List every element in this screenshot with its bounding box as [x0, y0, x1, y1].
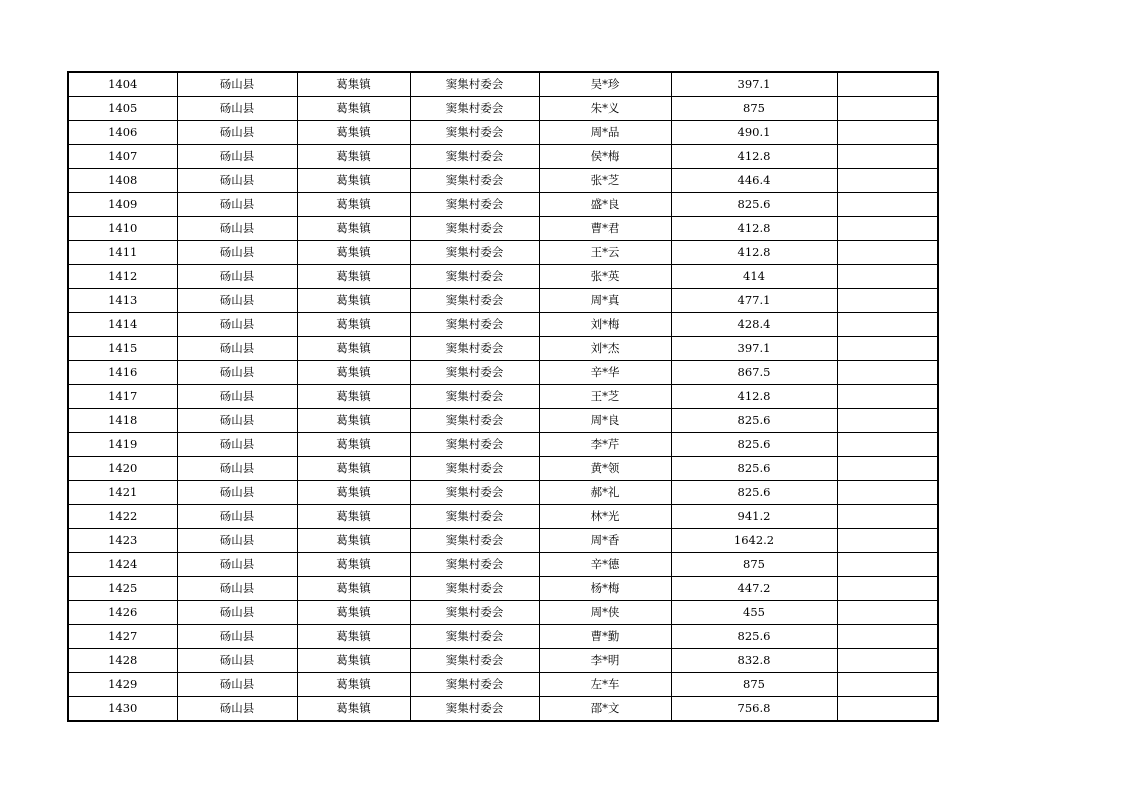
cell-town: 葛集镇 [297, 72, 410, 97]
cell-amount: 414 [671, 265, 837, 289]
cell-remark [837, 337, 938, 361]
cell-town: 葛集镇 [297, 121, 410, 145]
cell-amount: 428.4 [671, 313, 837, 337]
cell-town: 葛集镇 [297, 505, 410, 529]
cell-amount: 825.6 [671, 457, 837, 481]
cell-county: 砀山县 [177, 553, 297, 577]
cell-remark [837, 457, 938, 481]
cell-remark [837, 481, 938, 505]
cell-person-name: 朱*义 [539, 97, 671, 121]
cell-town: 葛集镇 [297, 169, 410, 193]
cell-remark [837, 601, 938, 625]
cell-remark [837, 505, 938, 529]
cell-amount: 446.4 [671, 169, 837, 193]
cell-amount: 412.8 [671, 217, 837, 241]
cell-row-number: 1418 [68, 409, 177, 433]
cell-village-committee: 窦集村委会 [410, 505, 539, 529]
table-row [68, 673, 938, 697]
cell-town: 葛集镇 [297, 577, 410, 601]
cell-amount: 875 [671, 97, 837, 121]
cell-amount: 397.1 [671, 337, 837, 361]
cell-county: 砀山县 [177, 673, 297, 697]
cell-person-name: 吴*珍 [539, 72, 671, 97]
cell-town: 葛集镇 [297, 673, 410, 697]
cell-person-name: 侯*梅 [539, 145, 671, 169]
cell-county: 砀山县 [177, 481, 297, 505]
cell-row-number: 1420 [68, 457, 177, 481]
cell-county: 砀山县 [177, 313, 297, 337]
cell-person-name: 刘*杰 [539, 337, 671, 361]
cell-county: 砀山县 [177, 697, 297, 722]
cell-remark [837, 241, 938, 265]
cell-remark [837, 193, 938, 217]
cell-town: 葛集镇 [297, 145, 410, 169]
cell-town: 葛集镇 [297, 193, 410, 217]
cell-town: 葛集镇 [297, 289, 410, 313]
cell-remark [837, 385, 938, 409]
cell-row-number: 1421 [68, 481, 177, 505]
table-row [68, 553, 938, 577]
cell-amount: 941.2 [671, 505, 837, 529]
cell-row-number: 1429 [68, 673, 177, 697]
cell-village-committee: 窦集村委会 [410, 313, 539, 337]
cell-county: 砀山县 [177, 529, 297, 553]
cell-person-name: 刘*梅 [539, 313, 671, 337]
cell-row-number: 1412 [68, 265, 177, 289]
cell-town: 葛集镇 [297, 313, 410, 337]
cell-remark [837, 649, 938, 673]
cell-amount: 412.8 [671, 385, 837, 409]
cell-village-committee: 窦集村委会 [410, 601, 539, 625]
cell-village-committee: 窦集村委会 [410, 97, 539, 121]
cell-village-committee: 窦集村委会 [410, 697, 539, 722]
cell-amount: 825.6 [671, 409, 837, 433]
cell-village-committee: 窦集村委会 [410, 649, 539, 673]
table-row [68, 457, 938, 481]
cell-remark [837, 313, 938, 337]
cell-county: 砀山县 [177, 72, 297, 97]
cell-row-number: 1426 [68, 601, 177, 625]
cell-person-name: 盛*良 [539, 193, 671, 217]
cell-amount: 412.8 [671, 241, 837, 265]
table-row [68, 265, 938, 289]
cell-village-committee: 窦集村委会 [410, 529, 539, 553]
cell-remark [837, 217, 938, 241]
cell-person-name: 黄*领 [539, 457, 671, 481]
cell-remark [837, 529, 938, 553]
cell-village-committee: 窦集村委会 [410, 481, 539, 505]
cell-village-committee: 窦集村委会 [410, 409, 539, 433]
cell-person-name: 曹*勤 [539, 625, 671, 649]
cell-remark [837, 265, 938, 289]
cell-county: 砀山县 [177, 361, 297, 385]
cell-person-name: 张*芝 [539, 169, 671, 193]
cell-person-name: 曹*君 [539, 217, 671, 241]
cell-person-name: 辛*华 [539, 361, 671, 385]
cell-person-name: 李*芹 [539, 433, 671, 457]
cell-county: 砀山县 [177, 217, 297, 241]
table-row [68, 505, 938, 529]
cell-row-number: 1424 [68, 553, 177, 577]
cell-county: 砀山县 [177, 193, 297, 217]
cell-remark [837, 409, 938, 433]
cell-town: 葛集镇 [297, 601, 410, 625]
cell-row-number: 1427 [68, 625, 177, 649]
cell-amount: 825.6 [671, 433, 837, 457]
cell-county: 砀山县 [177, 577, 297, 601]
cell-amount: 875 [671, 553, 837, 577]
table-row [68, 289, 938, 313]
cell-town: 葛集镇 [297, 529, 410, 553]
table-row [68, 577, 938, 601]
cell-town: 葛集镇 [297, 337, 410, 361]
table-row [68, 481, 938, 505]
cell-county: 砀山县 [177, 409, 297, 433]
cell-person-name: 周*良 [539, 409, 671, 433]
cell-town: 葛集镇 [297, 433, 410, 457]
cell-village-committee: 窦集村委会 [410, 433, 539, 457]
table-row [68, 72, 938, 97]
table-row [68, 145, 938, 169]
cell-row-number: 1413 [68, 289, 177, 313]
cell-remark [837, 697, 938, 722]
table-row [68, 241, 938, 265]
table-row [68, 409, 938, 433]
cell-town: 葛集镇 [297, 265, 410, 289]
cell-village-committee: 窦集村委会 [410, 337, 539, 361]
cell-town: 葛集镇 [297, 241, 410, 265]
cell-row-number: 1404 [68, 72, 177, 97]
cell-county: 砀山县 [177, 457, 297, 481]
cell-amount: 412.8 [671, 145, 837, 169]
table-row [68, 433, 938, 457]
cell-county: 砀山县 [177, 601, 297, 625]
cell-person-name: 张*英 [539, 265, 671, 289]
cell-town: 葛集镇 [297, 457, 410, 481]
table-row [68, 361, 938, 385]
cell-remark [837, 72, 938, 97]
cell-person-name: 左*车 [539, 673, 671, 697]
cell-person-name: 周*真 [539, 289, 671, 313]
cell-person-name: 周*香 [539, 529, 671, 553]
cell-person-name: 周*品 [539, 121, 671, 145]
cell-village-committee: 窦集村委会 [410, 193, 539, 217]
cell-row-number: 1415 [68, 337, 177, 361]
cell-county: 砀山县 [177, 649, 297, 673]
cell-row-number: 1422 [68, 505, 177, 529]
table-row [68, 385, 938, 409]
cell-village-committee: 窦集村委会 [410, 121, 539, 145]
cell-person-name: 邵*文 [539, 697, 671, 722]
cell-row-number: 1406 [68, 121, 177, 145]
cell-county: 砀山县 [177, 265, 297, 289]
table-row [68, 625, 938, 649]
cell-amount: 825.6 [671, 193, 837, 217]
cell-remark [837, 673, 938, 697]
cell-row-number: 1409 [68, 193, 177, 217]
cell-amount: 490.1 [671, 121, 837, 145]
cell-amount: 825.6 [671, 625, 837, 649]
cell-village-committee: 窦集村委会 [410, 169, 539, 193]
cell-remark [837, 577, 938, 601]
cell-person-name: 郝*礼 [539, 481, 671, 505]
cell-amount: 867.5 [671, 361, 837, 385]
cell-row-number: 1419 [68, 433, 177, 457]
table-row [68, 697, 938, 722]
cell-county: 砀山县 [177, 505, 297, 529]
cell-amount: 756.8 [671, 697, 837, 722]
cell-person-name: 林*光 [539, 505, 671, 529]
cell-town: 葛集镇 [297, 697, 410, 722]
cell-remark [837, 289, 938, 313]
cell-amount: 397.1 [671, 72, 837, 97]
cell-village-committee: 窦集村委会 [410, 241, 539, 265]
table-row [68, 169, 938, 193]
cell-row-number: 1423 [68, 529, 177, 553]
cell-county: 砀山县 [177, 625, 297, 649]
cell-amount: 832.8 [671, 649, 837, 673]
cell-county: 砀山县 [177, 433, 297, 457]
cell-row-number: 1414 [68, 313, 177, 337]
cell-county: 砀山县 [177, 289, 297, 313]
cell-town: 葛集镇 [297, 553, 410, 577]
cell-county: 砀山县 [177, 97, 297, 121]
cell-person-name: 杨*梅 [539, 577, 671, 601]
cell-village-committee: 窦集村委会 [410, 385, 539, 409]
cell-remark [837, 433, 938, 457]
cell-county: 砀山县 [177, 385, 297, 409]
cell-town: 葛集镇 [297, 217, 410, 241]
cell-village-committee: 窦集村委会 [410, 265, 539, 289]
cell-row-number: 1410 [68, 217, 177, 241]
cell-remark [837, 625, 938, 649]
cell-amount: 875 [671, 673, 837, 697]
table-body [68, 72, 938, 721]
cell-village-committee: 窦集村委会 [410, 553, 539, 577]
cell-row-number: 1407 [68, 145, 177, 169]
data-table [67, 71, 939, 722]
cell-amount: 477.1 [671, 289, 837, 313]
cell-remark [837, 121, 938, 145]
cell-town: 葛集镇 [297, 481, 410, 505]
cell-amount: 825.6 [671, 481, 837, 505]
cell-county: 砀山县 [177, 121, 297, 145]
table-row [68, 529, 938, 553]
cell-remark [837, 97, 938, 121]
cell-row-number: 1417 [68, 385, 177, 409]
table-row [68, 313, 938, 337]
cell-village-committee: 窦集村委会 [410, 145, 539, 169]
table-row [68, 649, 938, 673]
cell-row-number: 1428 [68, 649, 177, 673]
cell-amount: 447.2 [671, 577, 837, 601]
cell-village-committee: 窦集村委会 [410, 72, 539, 97]
cell-village-committee: 窦集村委会 [410, 361, 539, 385]
cell-village-committee: 窦集村委会 [410, 625, 539, 649]
cell-amount: 1642.2 [671, 529, 837, 553]
cell-row-number: 1425 [68, 577, 177, 601]
table-row [68, 97, 938, 121]
cell-village-committee: 窦集村委会 [410, 457, 539, 481]
table-row [68, 217, 938, 241]
cell-remark [837, 169, 938, 193]
cell-village-committee: 窦集村委会 [410, 577, 539, 601]
cell-town: 葛集镇 [297, 409, 410, 433]
cell-village-committee: 窦集村委会 [410, 217, 539, 241]
cell-remark [837, 145, 938, 169]
table-row [68, 121, 938, 145]
cell-town: 葛集镇 [297, 97, 410, 121]
cell-person-name: 王*云 [539, 241, 671, 265]
cell-row-number: 1416 [68, 361, 177, 385]
cell-town: 葛集镇 [297, 361, 410, 385]
cell-county: 砀山县 [177, 145, 297, 169]
cell-row-number: 1430 [68, 697, 177, 722]
table-row [68, 601, 938, 625]
cell-person-name: 辛*德 [539, 553, 671, 577]
table-row [68, 193, 938, 217]
cell-row-number: 1408 [68, 169, 177, 193]
table-row [68, 337, 938, 361]
cell-county: 砀山县 [177, 169, 297, 193]
cell-county: 砀山县 [177, 241, 297, 265]
cell-county: 砀山县 [177, 337, 297, 361]
cell-person-name: 周*侠 [539, 601, 671, 625]
cell-town: 葛集镇 [297, 385, 410, 409]
cell-amount: 455 [671, 601, 837, 625]
cell-remark [837, 553, 938, 577]
cell-row-number: 1411 [68, 241, 177, 265]
cell-row-number: 1405 [68, 97, 177, 121]
cell-person-name: 李*明 [539, 649, 671, 673]
cell-town: 葛集镇 [297, 625, 410, 649]
cell-village-committee: 窦集村委会 [410, 673, 539, 697]
cell-remark [837, 361, 938, 385]
cell-village-committee: 窦集村委会 [410, 289, 539, 313]
cell-person-name: 王*芝 [539, 385, 671, 409]
cell-town: 葛集镇 [297, 649, 410, 673]
